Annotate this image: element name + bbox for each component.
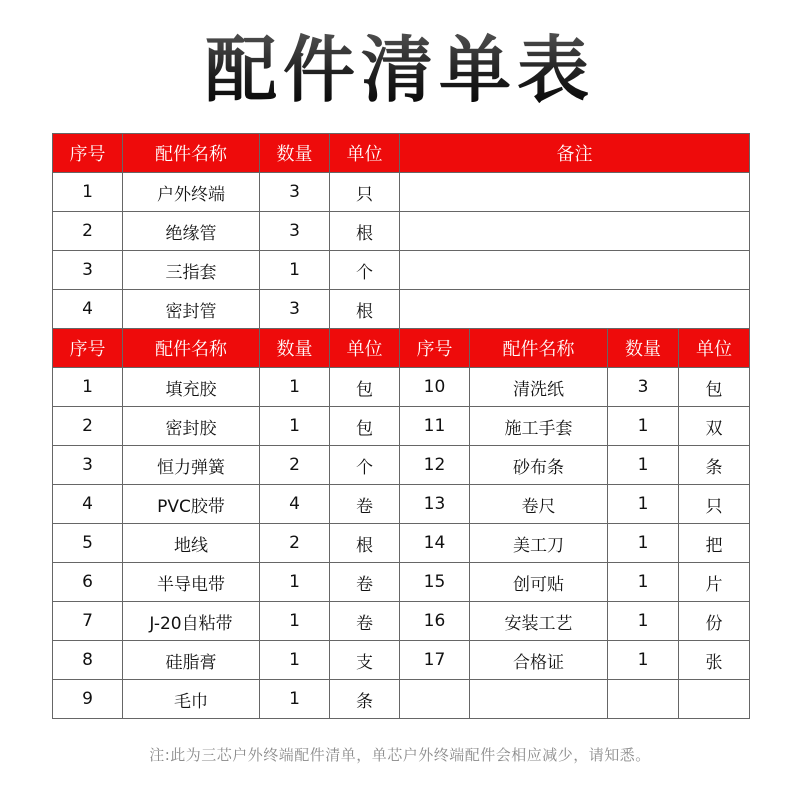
- cell-part-name-2: 施工手套: [470, 407, 608, 446]
- header-serial: 序号: [53, 134, 123, 173]
- header-serial-2: 序号: [400, 329, 470, 368]
- cell-unit-2: 片: [679, 563, 750, 602]
- cell-quantity: 1: [260, 251, 330, 290]
- cell-serial-2: 14: [400, 524, 470, 563]
- table-row: [53, 563, 750, 602]
- header-unit-2: 单位: [679, 329, 750, 368]
- cell-quantity: 1: [260, 602, 330, 641]
- table-row: [53, 251, 750, 290]
- cell-quantity: 4: [260, 485, 330, 524]
- cell-part-name: 半导电带: [123, 563, 260, 602]
- cell-serial-2: 10: [400, 368, 470, 407]
- table-row: [53, 485, 750, 524]
- cell-unit: 根: [330, 524, 400, 563]
- cell-quantity: 1: [260, 407, 330, 446]
- cell-quantity-2: 1: [608, 446, 679, 485]
- cell-part-name-2: 创可贴: [470, 563, 608, 602]
- table-header-row: [53, 134, 750, 173]
- cell-serial: 2: [53, 212, 123, 251]
- cell-quantity: 3: [260, 173, 330, 212]
- cell-serial: 8: [53, 641, 123, 680]
- table-row: [53, 602, 750, 641]
- cell-serial: 7: [53, 602, 123, 641]
- cell-unit-2: 把: [679, 524, 750, 563]
- cell-quantity-2: [608, 680, 679, 719]
- cell-quantity-2: 1: [608, 563, 679, 602]
- cell-serial-2: 11: [400, 407, 470, 446]
- cell-unit-2: 只: [679, 485, 750, 524]
- cell-remark: [400, 173, 750, 212]
- cell-serial: 4: [53, 485, 123, 524]
- cell-unit: 卷: [330, 563, 400, 602]
- header-quantity-2: 数量: [608, 329, 679, 368]
- table-row: [53, 446, 750, 485]
- cell-quantity: 2: [260, 446, 330, 485]
- cell-quantity-2: 1: [608, 602, 679, 641]
- cell-serial: 6: [53, 563, 123, 602]
- footer-note: 注:此为三芯户外终端配件清单，单芯户外终端配件会相应减少，请知悉。: [149, 746, 651, 764]
- cell-serial: 3: [53, 251, 123, 290]
- cell-remark: [400, 212, 750, 251]
- cell-part-name-2: 合格证: [470, 641, 608, 680]
- cell-part-name-2: 卷尺: [470, 485, 608, 524]
- cell-serial: 3: [53, 446, 123, 485]
- cell-quantity: 3: [260, 212, 330, 251]
- table-row: [53, 407, 750, 446]
- cell-unit: 根: [330, 290, 400, 329]
- cell-quantity: 1: [260, 368, 330, 407]
- cell-serial-2: [400, 680, 470, 719]
- cell-part-name: J-20自粘带: [123, 602, 260, 641]
- cell-part-name: 三指套: [123, 251, 260, 290]
- cell-quantity: 2: [260, 524, 330, 563]
- header-unit: 单位: [330, 134, 400, 173]
- cell-remark: [400, 251, 750, 290]
- cell-unit-2: [679, 680, 750, 719]
- header-part-name: 配件名称: [123, 134, 260, 173]
- accessory-table-main: [52, 133, 750, 329]
- cell-part-name: PVC胶带: [123, 485, 260, 524]
- cell-serial: 4: [53, 290, 123, 329]
- table-row: [53, 680, 750, 719]
- cell-unit: 只: [330, 173, 400, 212]
- cell-remark: [400, 290, 750, 329]
- cell-part-name-2: 美工刀: [470, 524, 608, 563]
- header-serial: 序号: [53, 329, 123, 368]
- cell-unit: 包: [330, 368, 400, 407]
- cell-unit: 条: [330, 680, 400, 719]
- header-part-name: 配件名称: [123, 329, 260, 368]
- cell-part-name: 绝缘管: [123, 212, 260, 251]
- cell-quantity: 3: [260, 290, 330, 329]
- cell-part-name-2: [470, 680, 608, 719]
- table-header-row: [53, 329, 750, 368]
- cell-part-name: 毛巾: [123, 680, 260, 719]
- table-row: [53, 290, 750, 329]
- accessory-table-extended: [52, 328, 750, 719]
- cell-serial: 5: [53, 524, 123, 563]
- cell-serial-2: 15: [400, 563, 470, 602]
- table-row: [53, 641, 750, 680]
- table-row: [53, 212, 750, 251]
- cell-part-name: 密封胶: [123, 407, 260, 446]
- cell-unit-2: 张: [679, 641, 750, 680]
- cell-unit: 包: [330, 407, 400, 446]
- header-remark: 备注: [400, 134, 750, 173]
- cell-unit: 个: [330, 446, 400, 485]
- cell-part-name: 填充胶: [123, 368, 260, 407]
- cell-unit: 根: [330, 212, 400, 251]
- cell-unit-2: 份: [679, 602, 750, 641]
- cell-unit: 卷: [330, 602, 400, 641]
- cell-serial-2: 16: [400, 602, 470, 641]
- cell-serial: 1: [53, 173, 123, 212]
- cell-part-name: 恒力弹簧: [123, 446, 260, 485]
- cell-unit: 卷: [330, 485, 400, 524]
- cell-quantity-2: 1: [608, 407, 679, 446]
- cell-serial-2: 12: [400, 446, 470, 485]
- table-row: [53, 524, 750, 563]
- cell-unit-2: 条: [679, 446, 750, 485]
- header-unit: 单位: [330, 329, 400, 368]
- header-quantity: 数量: [260, 134, 330, 173]
- cell-part-name-2: 清洗纸: [470, 368, 608, 407]
- table-row: [53, 173, 750, 212]
- table-row: [53, 368, 750, 407]
- cell-quantity-2: 1: [608, 485, 679, 524]
- cell-quantity-2: 1: [608, 524, 679, 563]
- cell-part-name: 地线: [123, 524, 260, 563]
- cell-serial: 1: [53, 368, 123, 407]
- cell-quantity: 1: [260, 563, 330, 602]
- cell-quantity: 1: [260, 641, 330, 680]
- cell-serial: 9: [53, 680, 123, 719]
- cell-serial-2: 17: [400, 641, 470, 680]
- cell-quantity-2: 3: [608, 368, 679, 407]
- cell-part-name: 硅脂膏: [123, 641, 260, 680]
- cell-quantity: 1: [260, 680, 330, 719]
- cell-serial: 2: [53, 407, 123, 446]
- page-title: 配件清单表: [0, 22, 800, 118]
- cell-part-name: 密封管: [123, 290, 260, 329]
- header-quantity: 数量: [260, 329, 330, 368]
- cell-part-name-2: 砂布条: [470, 446, 608, 485]
- cell-unit-2: 双: [679, 407, 750, 446]
- header-part-name-2: 配件名称: [470, 329, 608, 368]
- cell-part-name-2: 安装工艺: [470, 602, 608, 641]
- cell-quantity-2: 1: [608, 641, 679, 680]
- cell-serial-2: 13: [400, 485, 470, 524]
- cell-unit: 个: [330, 251, 400, 290]
- cell-unit: 支: [330, 641, 400, 680]
- cell-unit-2: 包: [679, 368, 750, 407]
- cell-part-name: 户外终端: [123, 173, 260, 212]
